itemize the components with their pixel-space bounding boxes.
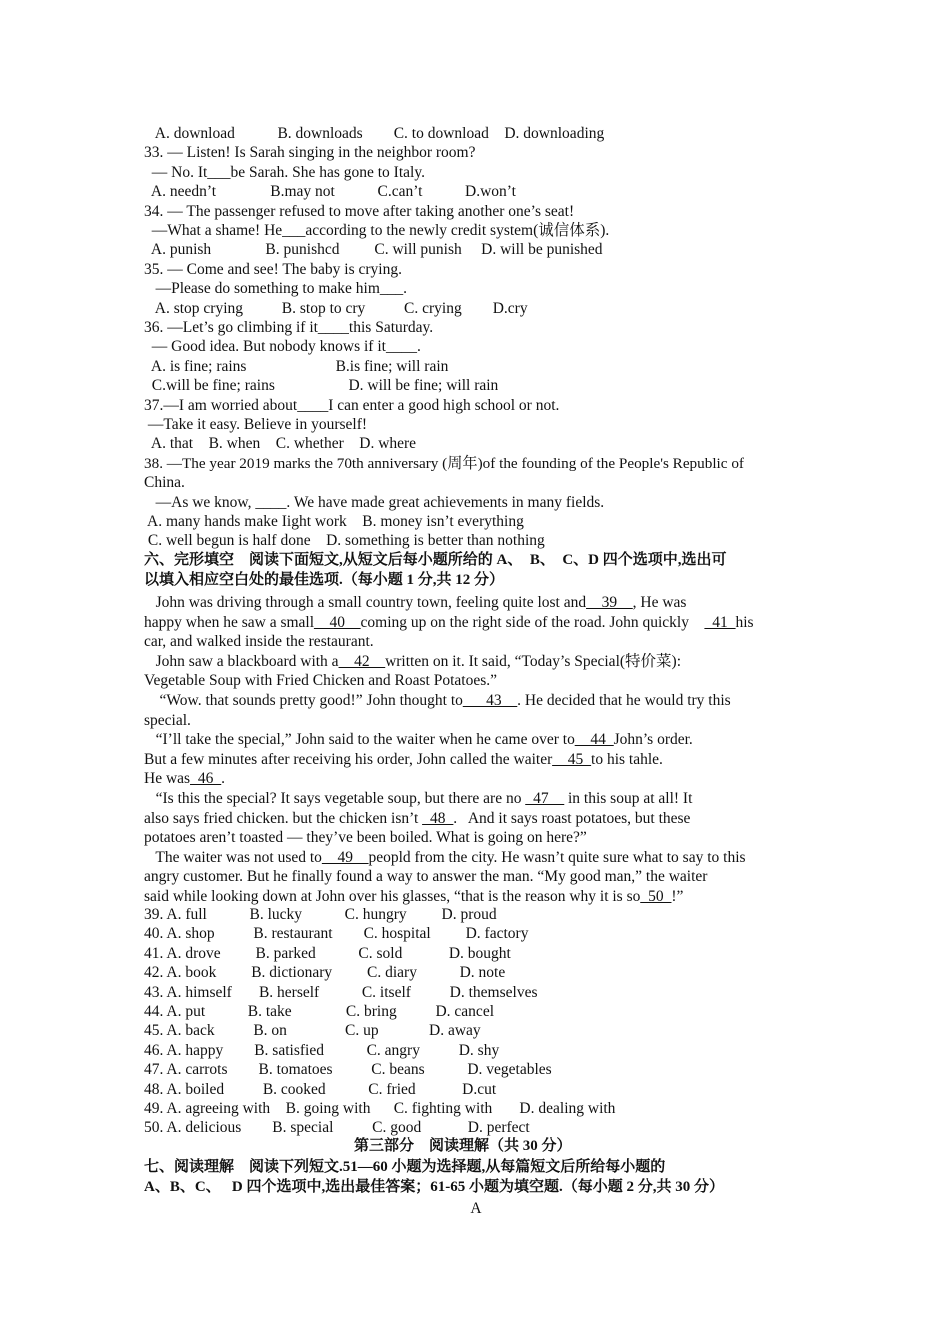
passage-label: A — [470, 1200, 482, 1217]
blank-41: _41_ — [704, 613, 736, 631]
option-line: 44. A. put B. take C. bring D. cancel — [144, 1003, 494, 1020]
blank-48: _48_ — [422, 809, 454, 827]
passage-line: “I’ll take the special,” John said to the waiter when he came over to__44_John’s order. — [144, 731, 693, 749]
question-line: A. stop crying B. stop to cry C. crying D.cry — [144, 299, 528, 317]
blank-46: _46_ — [190, 770, 222, 788]
question-line: 35. — Come and see! The baby is crying. — [144, 260, 402, 278]
question-line: A. needn’t B.may not C.can’t D.won’t — [144, 183, 516, 201]
question-line: —What a shame! He___according to the newly credit system(诚信体系). — [144, 222, 610, 239]
passage-line: John was driving through a small country town, feeling quite lost and__39__, He was — [144, 594, 687, 611]
question-line: — Good idea. But nobody knows if it____. — [144, 338, 421, 356]
question-line: A. many hands make Iight work B. money isn’t everything — [144, 513, 524, 530]
passage-line: said while looking down at John over his glasses, “that is the reason why it is so_50_!” — [144, 888, 684, 905]
passage-line: “Is this the special? It says vegetable soup, but there are no _47__ in this soup at all! It — [144, 790, 693, 807]
question-line: A. is fine; rains B.is fine; will rain — [144, 357, 449, 375]
section-7-heading: 七、阅读理解 阅读下列短文.51—60 小题为选择题,从每篇短文后所给每小题的 — [144, 1159, 666, 1175]
question-line: —Take it easy. Believe in yourself! — [144, 416, 368, 433]
question-line: A. that B. when C. whether D. where — [144, 435, 417, 453]
passage-line: But a few minutes after receiving his order, John called the waiter__45_to his tahle. — [144, 750, 663, 768]
question-line: C. well begun is half done D. something is better than nothing — [144, 532, 545, 550]
option-line: 42. A. book B. dictionary C. diary D. note — [144, 964, 506, 982]
blank-44: __44_ — [574, 731, 614, 749]
blank-49: __49__ — [321, 848, 369, 866]
blank-45: __45_ — [552, 750, 592, 768]
section-6-heading: 六、完形填空 阅读下面短文,从短文后每小题所给的 A、 B、 C、D 四个选项中,选出可 — [144, 552, 727, 568]
question-line: —As we know, ____. We have made great achievements in many fields. — [144, 493, 605, 511]
question-line: 36. —Let’s go climbing if it____this Saturday. — [144, 319, 434, 336]
option-line: 49. A. agreeing with B. going with C. fighting with D. dealing with — [144, 1100, 616, 1117]
option-line: 45. A. back B. on C. up D. away — [144, 1022, 481, 1040]
question-line: 38. —The year 2019 marks the 70th anniversary (周年)of the founding of the People's Republic of — [144, 454, 744, 472]
option-line: 40. A. shop B. restaurant C. hospital D. factory — [144, 925, 529, 943]
section-7-heading: A、B、C、 D 四个选项中,选出最佳答案；61-65 小题为填空题.（每小题 2 分,共 30 分） — [144, 1179, 725, 1195]
blank-42: __42__ — [338, 652, 386, 670]
question-line: — No. It___be Sarah. She has gone to Italy. — [144, 163, 425, 181]
question-line: A. punish B. punishcd C. will punish D. will be punished — [144, 241, 603, 259]
passage-line: potatoes aren’t toasted — they’ve been boiled. What is going on here?” — [144, 829, 587, 847]
section-6-heading: 以填入相应空白处的最佳选项.（每小题 1 分,共 12 分） — [144, 572, 505, 588]
blank-40: __40__ — [314, 613, 361, 631]
passage-line: “Wow. that sounds pretty good!” John thought to___43__. He decided that he would try this — [144, 692, 731, 709]
passage-line: also says fried chicken. but the chicken isn’t _48_. And it says roast potatoes, but these — [144, 809, 691, 827]
passage-line: happy when he saw a small__40__coming up on the right side of the road. John quickly _41_his — [144, 613, 754, 631]
option-line: 46. A. happy B. satisfied C. angry D. shy — [144, 1041, 500, 1059]
passage-line: He was_46_. — [144, 770, 225, 788]
passage-line: John saw a blackboard with a__42__written on it. It said, “Today’s Special(特价菜): — [144, 652, 682, 670]
question-line: 37.—I am worried about____I can enter a good high school or not. — [144, 396, 560, 414]
passage-line: angry customer. But he finally found a way to answer the man. “My good man,” the waiter — [144, 868, 708, 886]
question-line: 34. — The passenger refused to move after taking another one’s seat! — [144, 202, 575, 220]
question-line: 33. — Listen! Is Sarah singing in the neighbor room? — [144, 144, 476, 162]
option-line: 50. A. delicious B. special C. good D. perfect — [144, 1119, 530, 1137]
blank-43: ___43__ — [462, 692, 518, 709]
blank-50: _50_ — [640, 888, 672, 905]
option-line: 48. A. boiled B. cooked C. fried D.cut — [144, 1080, 497, 1098]
passage-line: special. — [144, 711, 191, 729]
option-line: 47. A. carrots B. tomatoes C. beans D. vegetables — [144, 1061, 552, 1079]
passage-line: car, and walked inside the restaurant. — [144, 633, 374, 651]
passage-line: Vegetable Soup with Fried Chicken and Roast Potatoes.” — [144, 672, 497, 690]
option-line: 39. A. full B. lucky C. hungry D. proud — [144, 906, 497, 923]
question-line: —Please do something to make him___. — [144, 280, 408, 298]
part-3-title: 第三部分 阅读理解（共 30 分） — [354, 1138, 572, 1154]
question-line: A. download B. downloads C. to download D. downloading — [144, 125, 605, 142]
option-line: 43. A. himself B. herself C. itself D. themselves — [144, 983, 538, 1001]
blank-39: __39__ — [586, 594, 633, 611]
question-line: China. — [144, 474, 185, 492]
question-line: C.will be fine; rains D. will be fine; will rain — [144, 377, 499, 395]
option-line: 41. A. drove B. parked C. sold D. bought — [144, 944, 511, 962]
passage-line: The waiter was not used to__49__peopld from the city. He wasn’t quite sure what to say to this — [144, 848, 746, 866]
blank-47: _47__ — [525, 790, 565, 807]
